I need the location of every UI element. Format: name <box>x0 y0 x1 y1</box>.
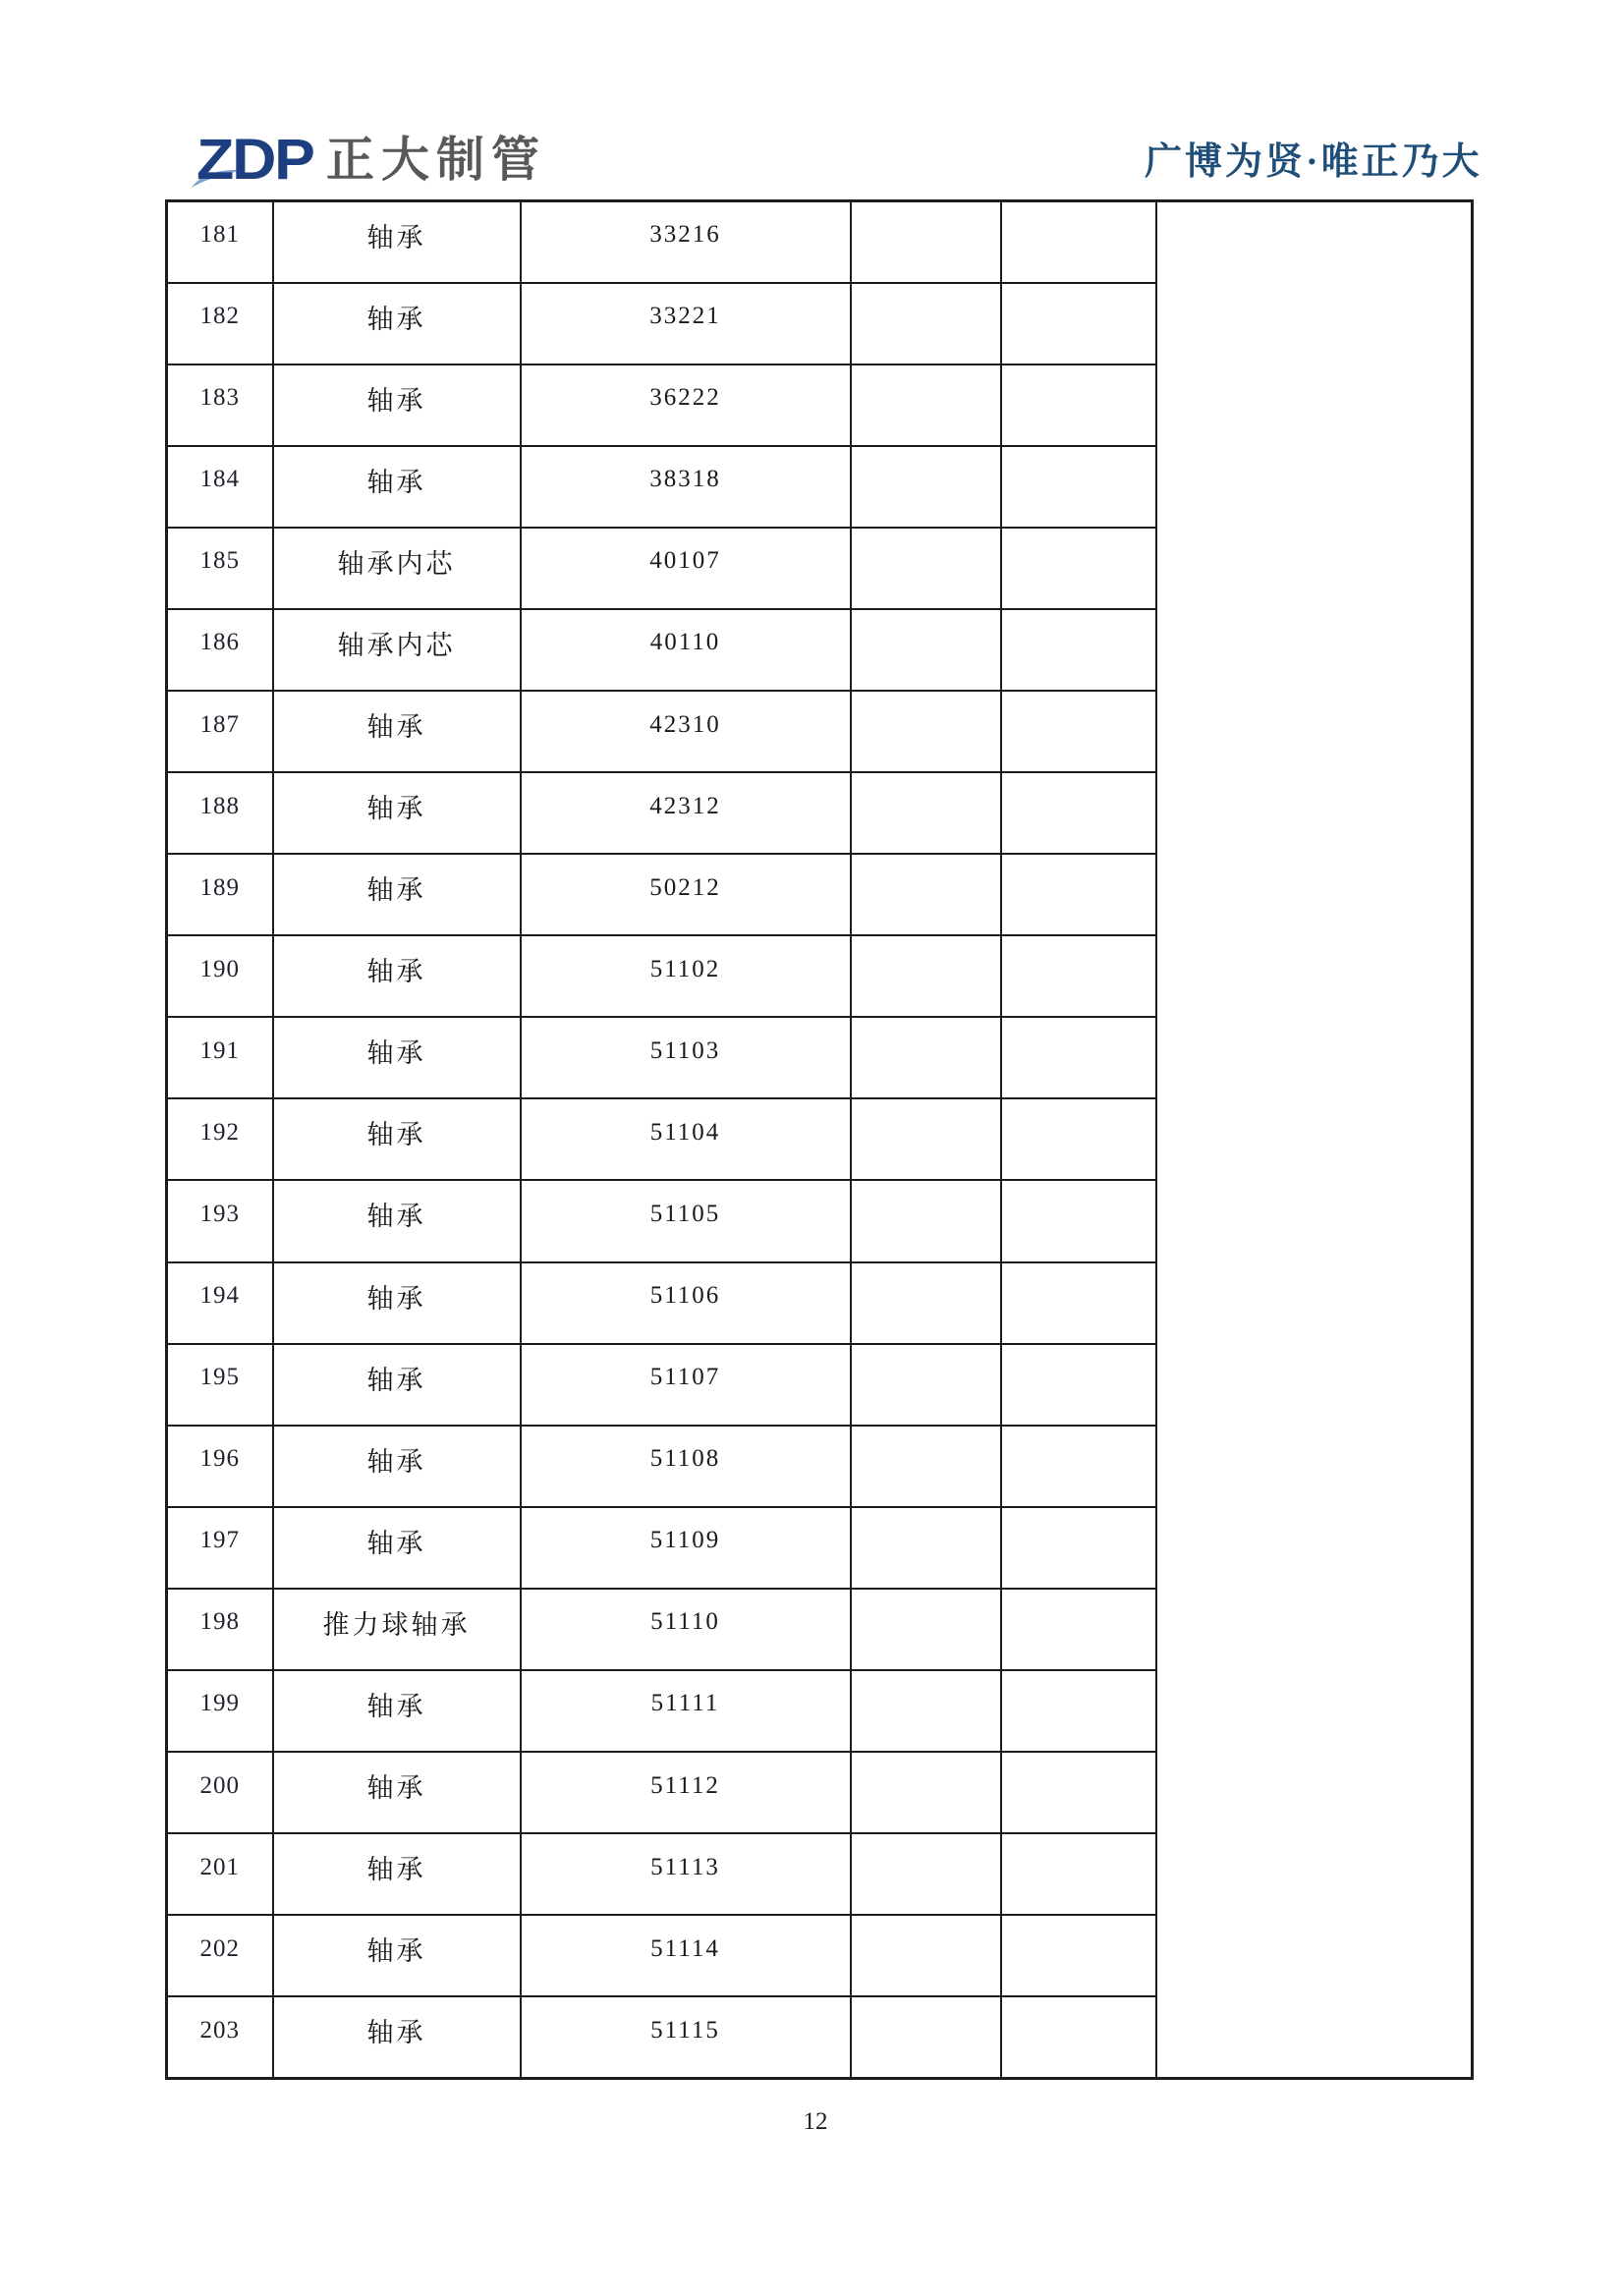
cell-empty <box>1001 528 1156 609</box>
cell-row-number: 196 <box>167 1426 273 1507</box>
cell-part-name: 轴承 <box>273 1017 521 1098</box>
cell-empty <box>851 1017 1001 1098</box>
cell-empty <box>1001 1752 1156 1833</box>
cell-empty <box>851 1344 1001 1426</box>
cell-part-code: 51114 <box>521 1915 851 1996</box>
cell-part-code: 51105 <box>521 1180 851 1261</box>
cell-part-code: 33216 <box>521 201 851 283</box>
cell-empty <box>851 364 1001 446</box>
cell-part-code: 51110 <box>521 1589 851 1670</box>
cell-empty <box>1001 691 1156 772</box>
table-row <box>167 201 1473 283</box>
cell-empty <box>1001 772 1156 854</box>
cell-part-name: 轴承 <box>273 772 521 854</box>
cell-part-name: 轴承内芯 <box>273 528 521 609</box>
cell-part-name: 轴承 <box>273 1752 521 1833</box>
cell-part-code: 36222 <box>521 364 851 446</box>
cell-empty <box>851 1098 1001 1180</box>
cell-part-name: 轴承 <box>273 1262 521 1344</box>
cell-row-number: 201 <box>167 1833 273 1915</box>
cell-part-code: 51104 <box>521 1098 851 1180</box>
cell-part-name: 轴承内芯 <box>273 609 521 691</box>
cell-empty <box>851 1262 1001 1344</box>
cell-part-code: 51102 <box>521 935 851 1017</box>
cell-empty <box>1001 201 1156 283</box>
page-number: 12 <box>803 2108 828 2135</box>
cell-part-name: 轴承 <box>273 1915 521 1996</box>
cell-part-code: 51107 <box>521 1344 851 1426</box>
cell-part-code: 42312 <box>521 772 851 854</box>
cell-empty <box>851 935 1001 1017</box>
cell-part-code: 51112 <box>521 1752 851 1833</box>
cell-part-name: 轴承 <box>273 854 521 935</box>
cell-empty <box>1001 1017 1156 1098</box>
cell-part-code: 51111 <box>521 1670 851 1752</box>
cell-empty <box>1001 1996 1156 2078</box>
parts-table <box>165 199 1474 2080</box>
company-name: 正大制管 <box>326 133 547 187</box>
cell-row-number: 194 <box>167 1262 273 1344</box>
cell-row-number: 195 <box>167 1344 273 1426</box>
cell-empty <box>851 609 1001 691</box>
cell-empty <box>1001 1180 1156 1261</box>
cell-empty <box>1001 1670 1156 1752</box>
cell-empty <box>1001 446 1156 528</box>
cell-part-code: 51113 <box>521 1833 851 1915</box>
cell-empty <box>851 201 1001 283</box>
cell-part-code: 51109 <box>521 1507 851 1589</box>
cell-row-number: 186 <box>167 609 273 691</box>
cell-empty <box>851 1752 1001 1833</box>
cell-part-name: 轴承 <box>273 1507 521 1589</box>
cell-row-number: 200 <box>167 1752 273 1833</box>
cell-empty <box>1001 283 1156 364</box>
cell-row-number: 192 <box>167 1098 273 1180</box>
cell-empty <box>851 528 1001 609</box>
cell-empty <box>851 1996 1001 2078</box>
cell-row-number: 198 <box>167 1589 273 1670</box>
cell-row-number: 181 <box>167 201 273 283</box>
company-logo <box>196 128 547 192</box>
cell-part-code: 51103 <box>521 1017 851 1098</box>
cell-row-number: 193 <box>167 1180 273 1261</box>
cell-empty <box>1001 1262 1156 1344</box>
cell-empty <box>851 1589 1001 1670</box>
cell-empty <box>851 772 1001 854</box>
cell-empty <box>1001 1589 1156 1670</box>
cell-part-name: 轴承 <box>273 1670 521 1752</box>
cell-row-number: 197 <box>167 1507 273 1589</box>
cell-empty <box>1001 609 1156 691</box>
cell-row-number: 189 <box>167 854 273 935</box>
cell-empty <box>1001 1915 1156 1996</box>
cell-empty <box>851 854 1001 935</box>
cell-empty <box>851 446 1001 528</box>
cell-part-code: 40107 <box>521 528 851 609</box>
cell-empty <box>1001 1344 1156 1426</box>
cell-row-number: 202 <box>167 1915 273 1996</box>
cell-empty <box>851 283 1001 364</box>
cell-empty <box>1001 364 1156 446</box>
cell-part-name: 轴承 <box>273 201 521 283</box>
cell-part-name: 推力球轴承 <box>273 1589 521 1670</box>
cell-empty <box>1001 854 1156 935</box>
cell-remark-merged <box>1156 201 1473 2079</box>
cell-part-name: 轴承 <box>273 1098 521 1180</box>
cell-row-number: 199 <box>167 1670 273 1752</box>
cell-empty <box>1001 1833 1156 1915</box>
cell-row-number: 203 <box>167 1996 273 2078</box>
cell-part-code: 51108 <box>521 1426 851 1507</box>
cell-part-code: 51106 <box>521 1262 851 1344</box>
cell-empty <box>851 691 1001 772</box>
cell-part-code: 50212 <box>521 854 851 935</box>
cell-part-name: 轴承 <box>273 364 521 446</box>
cell-part-name: 轴承 <box>273 1426 521 1507</box>
cell-row-number: 183 <box>167 364 273 446</box>
cell-empty <box>851 1426 1001 1507</box>
cell-row-number: 182 <box>167 283 273 364</box>
zdp-logo-text: ZDP <box>196 128 313 192</box>
cell-row-number: 190 <box>167 935 273 1017</box>
zdp-logo-mark <box>196 128 313 192</box>
cell-part-name: 轴承 <box>273 283 521 364</box>
cell-empty <box>1001 1098 1156 1180</box>
cell-part-name: 轴承 <box>273 935 521 1017</box>
parts-table-body <box>167 201 1473 2079</box>
company-slogan: 广博为贤·唯正乃大 <box>1145 141 1483 183</box>
cell-row-number: 184 <box>167 446 273 528</box>
cell-part-code: 40110 <box>521 609 851 691</box>
cell-part-name: 轴承 <box>273 1833 521 1915</box>
cell-part-name: 轴承 <box>273 1344 521 1426</box>
cell-row-number: 188 <box>167 772 273 854</box>
cell-part-name: 轴承 <box>273 1996 521 2078</box>
cell-part-code: 42310 <box>521 691 851 772</box>
cell-part-name: 轴承 <box>273 1180 521 1261</box>
cell-row-number: 191 <box>167 1017 273 1098</box>
cell-part-name: 轴承 <box>273 691 521 772</box>
cell-empty <box>851 1833 1001 1915</box>
cell-empty <box>851 1915 1001 1996</box>
cell-empty <box>851 1180 1001 1261</box>
cell-row-number: 187 <box>167 691 273 772</box>
cell-empty <box>1001 1507 1156 1589</box>
cell-empty <box>1001 1426 1156 1507</box>
cell-empty <box>1001 935 1156 1017</box>
cell-empty <box>851 1670 1001 1752</box>
cell-row-number: 185 <box>167 528 273 609</box>
cell-part-code: 38318 <box>521 446 851 528</box>
cell-empty <box>851 1507 1001 1589</box>
cell-part-code: 51115 <box>521 1996 851 2078</box>
cell-part-code: 33221 <box>521 283 851 364</box>
cell-part-name: 轴承 <box>273 446 521 528</box>
